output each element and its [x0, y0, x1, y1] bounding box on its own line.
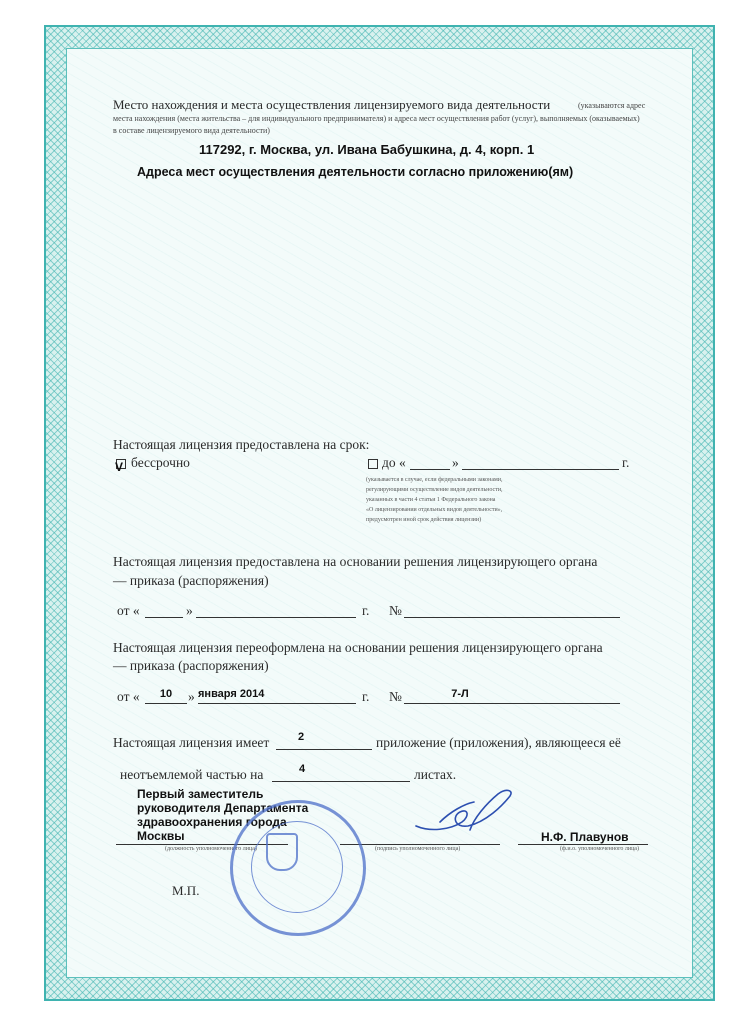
basis-from-label: от « [117, 603, 140, 618]
term-label: Настоящая лицензия предоставлена на срок: [113, 437, 370, 452]
license-address: 117292, г. Москва, ул. Ивана Бабушкина, д. 4, корп. 1 [199, 142, 535, 157]
basis-day-line [145, 617, 183, 618]
reissue-day-value: 10 [159, 688, 173, 700]
reissue-month-value: января 2014 [198, 688, 265, 700]
appendix-sheets-value: 4 [298, 763, 306, 775]
until-year-suffix: г. [622, 455, 630, 470]
coat-of-arms-icon [266, 833, 298, 871]
signatory-position-2: руководителя Департамента [137, 801, 309, 815]
basis-number-line [404, 617, 620, 618]
term-footnote-1: (указывается в случае, если федеральными законами, [366, 477, 503, 483]
reissue-number-value: 7-Л [451, 688, 469, 700]
signature-image [410, 782, 520, 840]
reissue-line-1: Настоящая лицензия переоформлена на основании решения лицензирующего органа [113, 640, 603, 655]
section-note-1: (указываются адрес [578, 101, 646, 110]
appendix-line-2-end: листах. [414, 767, 457, 782]
until-day-line [410, 469, 450, 470]
basis-line-1: Настоящая лицензия предоставлена на основании решения лицензирующего органа [113, 554, 598, 569]
official-seal-stamp [230, 800, 366, 936]
unlimited-option-label: бессрочно [131, 455, 190, 470]
reissue-number-label: № [389, 689, 402, 704]
signature-line [340, 844, 500, 845]
until-checkbox [368, 459, 378, 469]
caption-name: (ф.и.о. уполномоченного лица) [560, 846, 639, 852]
signatory-name: Н.Ф. Плавунов [541, 830, 629, 844]
term-footnote-4: «О лицензировании отдельных видов деятельности», [366, 507, 503, 513]
term-footnote-3: указанных в части 4 статьи 1 Федерального закона [366, 497, 496, 503]
basis-number-label: № [389, 603, 402, 618]
name-line [518, 844, 648, 845]
basis-month-line [196, 617, 356, 618]
signatory-position-4: Москвы [137, 829, 185, 843]
until-option-label: до « [382, 455, 406, 470]
reissue-number-line [404, 703, 620, 704]
basis-year-suffix: г. [362, 603, 370, 618]
appendix-line-1-end: приложение (приложения), являющееся её [376, 735, 621, 750]
reissue-line-2: — приказа (распоряжения) [113, 658, 269, 673]
appendix-count-value: 2 [297, 731, 305, 743]
section-note-2: места нахождения (места жительства – для индивидуального предпринимателя) и адреса мест осуществления работ (услуг), выполняемых (оказываемых) [113, 114, 640, 123]
seal-label: М.П. [172, 883, 200, 898]
appendix-sheets-line [272, 781, 410, 782]
basis-close-quote: » [186, 603, 193, 618]
appendix-line-2-start: неотъемлемой частью на [120, 767, 264, 782]
addresses-note: Адреса мест осуществления деятельности согласно приложению(ям) [137, 165, 574, 179]
term-footnote-2: регулирующими осуществление видов деятельности, [366, 487, 503, 493]
unlimited-check-mark: V [115, 460, 124, 474]
signatory-position-3: здравоохранения города [137, 815, 287, 829]
appendix-line-1-start: Настоящая лицензия имеет [113, 735, 270, 750]
until-month-line [462, 469, 619, 470]
section-note-3: в составе лицензируемого вида деятельности) [113, 126, 270, 135]
signatory-position-1: Первый заместитель [137, 787, 264, 801]
reissue-close-quote: » [188, 689, 195, 704]
basis-line-2: — приказа (распоряжения) [113, 573, 269, 588]
section-title: Место нахождения и места осуществления лицензируемого вида деятельности [113, 97, 551, 112]
reissue-day-line [145, 703, 187, 704]
term-footnote-5: предусмотрен иной срок действия лицензии) [366, 517, 482, 523]
appendix-count-line [276, 749, 372, 750]
caption-position: (должность уполномоченного лица) [165, 846, 257, 852]
caption-signature: (подпись уполномоченного лица) [375, 846, 461, 852]
reissue-from-label: от « [117, 689, 140, 704]
until-close-quote: » [452, 455, 459, 470]
reissue-year-suffix: г. [362, 689, 370, 704]
reissue-month-line [198, 703, 356, 704]
